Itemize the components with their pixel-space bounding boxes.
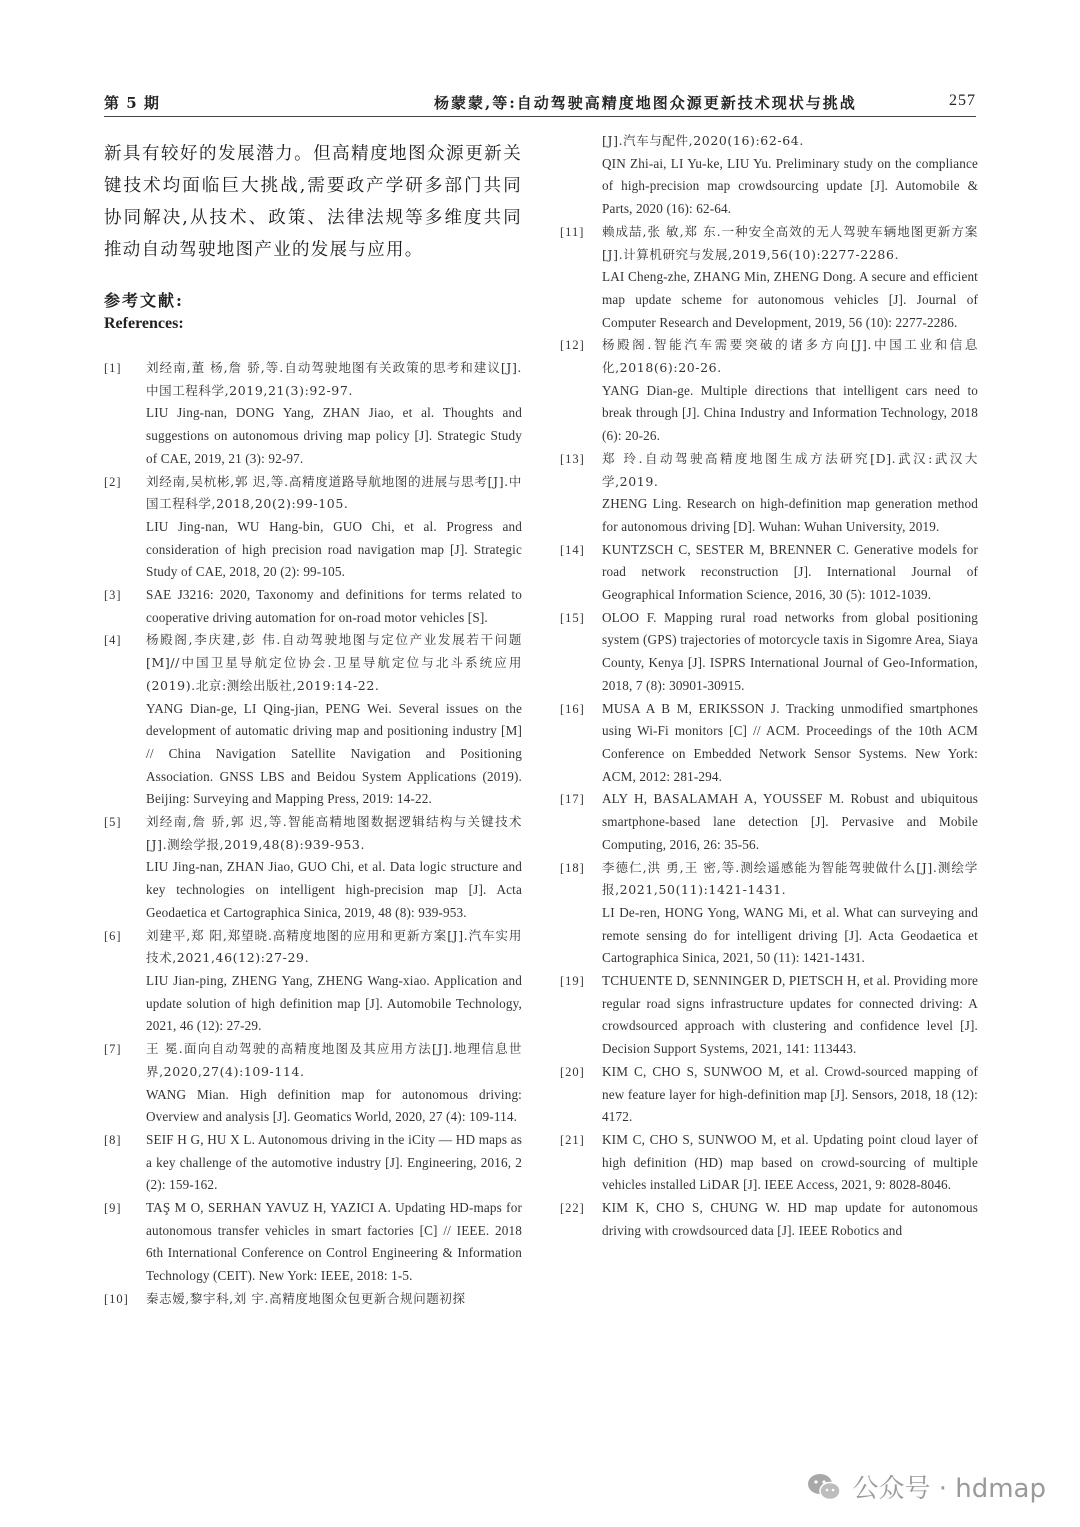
reference-text-cn: 郑 玲.自动驾驶高精度地图生成方法研究[D].武汉:武汉大学,2019. (602, 450, 978, 489)
reference-text-en: KUNTZSCH C, SESTER M, BRENNER C. Generative models for road network reconstruction [J]. International Journal of Geographical Information Science, 2016, 30 (5): 1012-1039. (602, 541, 978, 603)
reference-text-cn: 王 冕.面向自动驾驶的高精度地图及其应用方法[J].地理信息世界,2020,27(4):109-114. (146, 1041, 522, 1079)
reference-item (560, 334, 978, 448)
reference-item (104, 1129, 522, 1197)
reference-number: [19] (560, 974, 585, 989)
reference-text-en: SAE J3216: 2020, Taxonomy and definitions for terms related to cooperative driving automation for on-road motor vehicles [S]. (146, 587, 522, 625)
reference-number: [5] (104, 815, 122, 830)
running-header (104, 90, 976, 117)
page-number: 257 (949, 92, 976, 109)
reference-item (560, 539, 978, 607)
reference-number: [13] (560, 451, 585, 466)
reference-number: [18] (560, 860, 585, 875)
reference-text-cn: 刘经南,董 杨,詹 骄,等.自动驾驶地图有关政策的思考和建议[J].中国工程科学,2019,21(3):92-97. (146, 360, 522, 398)
reference-item (104, 471, 522, 585)
reference-number: [15] (560, 610, 585, 625)
reference-number: [8] (104, 1132, 122, 1147)
reference-number: [2] (104, 474, 122, 489)
reference-text-en: MUSA A B M, ERIKSSON J. Tracking unmodified smartphones using Wi-Fi monitors [C] // ACM. Proceedings of the 10th ACM Conference on Embedded Network Sensor Systems. New York: ACM, 2012: 281-294. (602, 700, 978, 784)
reference-text-en: LIU Jing-nan, DONG Yang, ZHAN Jiao, et al. Thoughts and suggestions on autonomous driving map policy [J]. Strategic Study of CAE, 2019, 21 (3): 92-97. (146, 405, 522, 466)
reference-text-en: LIU Jing-nan, WU Hang-bin, GUO Chi, et al. Progress and consideration of high precision road navigation map [J]. Strategic Study of CAE, 2018, 20 (2): 99-105. (146, 518, 522, 580)
watermark-text: 公众号 · hdmap (852, 1474, 1046, 1504)
reference-number: [11] (560, 224, 585, 239)
reference-item (560, 698, 978, 789)
reference-text-en: ALY H, BASALAMAH A, YOUSSEF M. Robust and ubiquitous smartphone-based lane detection [J]. Pervasive and Mobile Computing, 2016, 26: 35-56. (602, 791, 978, 852)
reference-item (104, 1038, 522, 1129)
reference-text-en: LIU Jing-nan, ZHAN Jiao, GUO Chi, et al. Data logic structure and key technologies on intelligent high-precision map [J]. Acta Geodaetica et Cartographica Sinica, 2019, 48 (8): 939-953. (146, 859, 522, 920)
reference-item (560, 130, 978, 221)
reference-item (560, 221, 978, 335)
reference-item (560, 1129, 978, 1197)
reference-text-en: WANG Mian. High definition map for autonomous driving: Overview and analysis [J]. Geomatics World, 2020, 27 (4): 109-114. (146, 1086, 522, 1125)
reference-text-cn: 刘经南,吴杭彬,郭 迟,等.高精度道路导航地图的进展与思考[J].中国工程科学,2018,20(2):99-105. (146, 473, 522, 512)
reference-number: [3] (104, 588, 122, 603)
reference-item (560, 448, 978, 539)
reference-item (104, 925, 522, 1039)
reference-text-en: YANG Dian-ge, LI Qing-jian, PENG Wei. Several issues on the development of automatic driving map and positioning industry [M] // China Navigation Satellite Navigation and Positioning Association. GNSS LBS and Beidou System Applications (2019). Beijing: Surveying and Mapping Press, 2019: 14-22. (146, 700, 522, 807)
reference-number: [20] (560, 1064, 585, 1079)
reference-text-en: YANG Dian-ge. Multiple directions that intelligent cars need to break through [J]. China Industry and Information Technology, 2018 (6): 20-26. (602, 382, 978, 444)
reference-list-right (560, 130, 978, 1242)
reference-item (104, 357, 522, 471)
reference-item (104, 629, 522, 811)
reference-number: [16] (560, 701, 585, 716)
reference-text-cn: 刘经南,詹 骄,郭 迟,等.智能高精地图数据逻辑结构与关键技术[J].测绘学报,2019,48(8):939-953. (146, 814, 522, 852)
right-column (560, 130, 978, 1242)
reference-text-cn: [J].汽车与配件,2020(16):62-64. (602, 133, 804, 148)
reference-text-cn: 赖成喆,张 敏,郑 东.一种安全高效的无人驾驶车辆地图更新方案[J].计算机研究与发展,2019,56(10):2277-2286. (602, 223, 978, 262)
reference-item (104, 1197, 522, 1288)
issue-number: 第 5 期 (104, 94, 160, 112)
reference-number: [9] (104, 1201, 122, 1216)
reference-text-en: LAI Cheng-zhe, ZHANG Min, ZHENG Dong. A secure and efficient map update scheme for autonomous vehicles [J]. Journal of Computer Research and Development, 2019, 56 (10): 2277-2286. (602, 269, 978, 330)
watermark (806, 1468, 1046, 1505)
reference-text-en: TCHUENTE D, SENNINGER D, PIETSCH H, et al. Providing more regular road signs infrastructure updates for connected driving: A crowdsourced approach with clustering and confidence level [J]. Decision Support Systems, 2021, 141: 113443. (602, 973, 978, 1057)
running-title: 杨蒙蒙,等:自动驾驶高精度地图众源更新技术现状与挑战 (434, 94, 857, 112)
reference-text-cn: 秦志嫒,黎宇科,刘 宇.高精度地图众包更新合规问题初探 (146, 1290, 466, 1306)
reference-item (560, 788, 978, 856)
reference-text-en: ZHENG Ling. Research on high-definition map generation method for autonomous driving [D]. Wuhan: Wuhan University, 2019. (602, 496, 978, 534)
reference-text-en: SEIF H G, HU X L. Autonomous driving in the iCity — HD maps as a key challenge of the automotive industry [J]. Engineering, 2016, 2 (2): 159-162. (146, 1131, 522, 1193)
reference-number: [1] (104, 361, 122, 375)
references-heading-cn: 参考文献: (104, 291, 184, 310)
reference-number: [12] (560, 338, 585, 353)
intro-paragraph: 新具有较好的发展潜力。但高精度地图众源更新关键技术均面临巨大挑战,需要政产学研多部门共同协同解决,从技术、政策、法律法规等多维度共同推动自动驾驶地图产业的发展与应用。 (104, 144, 522, 260)
references-heading-en: References: (104, 315, 184, 332)
reference-number: [21] (560, 1132, 585, 1147)
reference-number: [22] (560, 1201, 585, 1216)
reference-item (560, 1197, 978, 1242)
reference-text-en: KIM C, CHO S, SUNWOO M, et al. Updating point cloud layer of high definition (HD) map based on crowd-sourcing of multiple vehicles installed LiDAR [J]. IEEE Access, 2021, 9: 8028-8046. (602, 1131, 978, 1193)
reference-number: [17] (560, 792, 585, 807)
reference-number: [6] (104, 928, 122, 943)
reference-text-cn: 李德仁,洪 勇,王 密,等.测绘遥感能为智能驾驶做什么[J].测绘学报,2021,50(11):1421-1431. (602, 859, 978, 898)
left-column (104, 130, 522, 1311)
reference-item (104, 811, 522, 925)
reference-number: [10] (104, 1291, 129, 1306)
reference-item (104, 584, 522, 629)
reference-number: [14] (560, 542, 585, 557)
reference-number: [7] (104, 1042, 122, 1057)
wechat-icon (806, 1472, 842, 1502)
reference-item (560, 857, 978, 971)
reference-text-cn: 刘建平,郑 阳,郑望晓.高精度地图的应用和更新方案[J].汽车实用技术,2021,46(12):27-29. (146, 927, 522, 966)
reference-text-en: KIM K, CHO S, CHUNG W. HD map update for autonomous driving with crowdsourced data [J]. IEEE Robotics and (602, 1200, 978, 1238)
reference-text-en: OLOO F. Mapping rural road networks from global positioning system (GPS) trajectories of motorcycle taxis in Sigomre Area, Siaya County, Kenya [J]. ISPRS International Journal of Geo-Information, 2018, 7 (8): 30901-30915. (602, 609, 978, 693)
reference-text-en: LIU Jian-ping, ZHENG Yang, ZHENG Wang-xiao. Application and update solution of high definition map [J]. Automobile Technology, 2021, 46 (12): 27-29. (146, 972, 522, 1034)
reference-item (560, 970, 978, 1061)
reference-list-left (104, 357, 522, 1311)
reference-item (560, 607, 978, 698)
reference-item (560, 1061, 978, 1129)
reference-number: [4] (104, 633, 122, 648)
reference-text-en: KIM C, CHO S, SUNWOO M, et al. Crowd-sourced mapping of new feature layer for high-definition map [J]. Sensors, 2018, 18 (12): 4172. (602, 1063, 978, 1125)
reference-text-en: LI De-ren, HONG Yong, WANG Mi, et al. What can surveying and remote sensing do for intelligent driving [J]. Acta Geodaetica et Cartographica Sinica, 2021, 50 (11): 1421-1431. (602, 904, 978, 966)
reference-item (104, 1288, 522, 1311)
reference-text-cn: 杨殿阁.智能汽车需要突破的诸多方向[J].中国工业和信息化,2018(6):20-26. (602, 337, 978, 376)
reference-text-en: QIN Zhi-ai, LI Yu-ke, LIU Yu. Preliminary study on the compliance of high-precision map crowdsourcing update [J]. Automobile & Parts, 2020 (16): 62-64. (602, 155, 978, 217)
reference-text-cn: 杨殿阁,李庆建,彭 伟.自动驾驶地图与定位产业发展若干问题[M]//中国卫星导航定位协会.卫星导航定位与北斗系统应用(2019).北京:测绘出版社,2019:14-22. (146, 632, 522, 693)
reference-text-en: TAŞ M O, SERHAN YAVUZ H, YAZICI A. Updating HD-maps for autonomous transfer vehicles in smart factories [C] // IEEE. 2018 6th International Conference on Control Engineering & Information Technology (CEIT). New York: IEEE, 2018: 1-5. (146, 1200, 522, 1284)
